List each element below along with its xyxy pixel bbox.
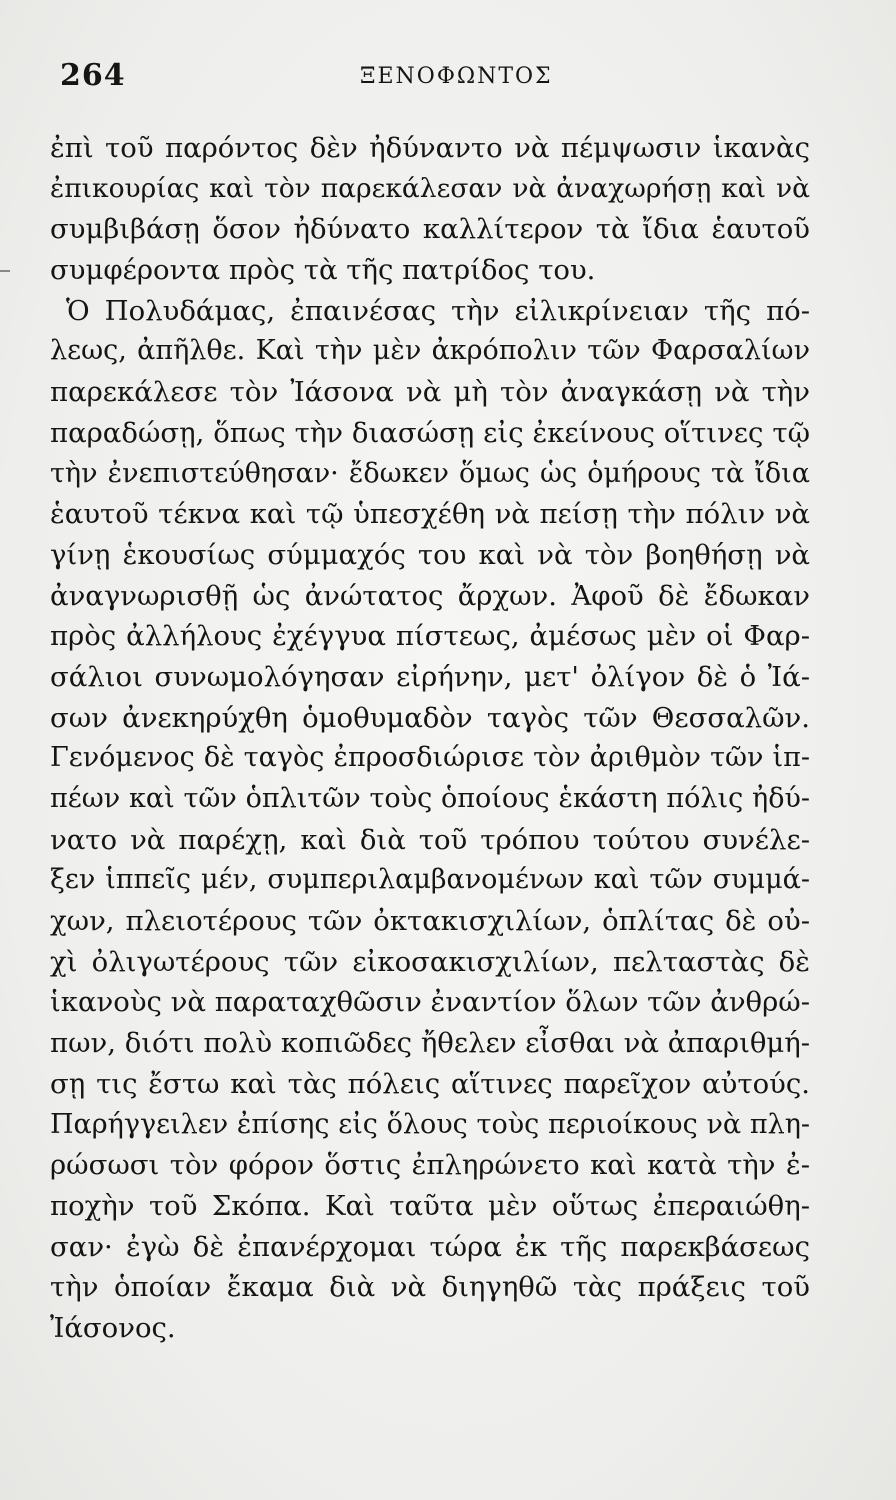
text-line: τὴν ὁποίαν ἔκαμα διὰ νὰ διηγηθῶ τὰς πράξεις τοῦ	[50, 1271, 810, 1304]
page-number: 264	[60, 58, 126, 93]
page-header	[60, 58, 820, 98]
text-line: συμβιβάσῃ ὅσον ἠδύνατο καλλίτερον τὰ ἴδια ἑαυτοῦ	[50, 213, 810, 246]
text-line: γίνῃ ἑκουσίως σύμμαχός του καὶ νὰ τὸν βοηθήσῃ νὰ	[50, 538, 810, 571]
text-line: Γενόμενος δὲ ταγὸς ἐπροσδιώρισε τὸν ἀριθμὸν τῶν ἱπ-	[50, 742, 810, 774]
text-line: παρεκάλεσε τὸν Ἰάσονα νὰ μὴ τὸν ἀναγκάσῃ νὰ τὴν	[50, 376, 810, 409]
text-line: σων ἀνεκηρύχθη ὁμοθυμαδὸν ταγὸς τῶν Θεσσαλῶν.	[50, 701, 810, 734]
text-line: ἀναγνωρισθῇ ὡς ἀνώτατος ἄρχων. Ἀφοῦ δὲ ἔδωκαν	[50, 579, 810, 612]
text-line: λεως, ἀπῆλθε. Καὶ τὴν μὲν ἀκρόπολιν τῶν Φαρσαλίων	[50, 335, 810, 367]
text-line: σάλιοι συνωμολόγησαν εἰρήνην, μετ' ὀλίγον δὲ ὁ Ἰά-	[50, 660, 810, 693]
text-line: Παρήγγειλεν ἐπίσης εἰς ὅλους τοὺς περιοίκους νὰ πλη-	[50, 1108, 810, 1140]
paragraph-start-line: Ὁ Πολυδάμας, ἐπαινέσας τὴν εἰλικρίνειαν τῆς πό-	[66, 294, 810, 327]
text-line: συμφέροντα πρὸς τὰ τῆς πατρίδος του.	[50, 254, 596, 287]
text-line: ἱκανοὺς νὰ παραταχθῶσιν ἐναντίον ὅλων τῶν ἀνθρώ-	[50, 986, 810, 1019]
text-line: χων, πλειοτέρους τῶν ὀκτακισχιλίων, ὁπλίτας δὲ οὐ-	[50, 905, 810, 938]
text-line: σῃ τις ἔστω καὶ τὰς πόλεις αἵτινες παρεῖχον αὐτούς.	[50, 1067, 810, 1100]
text-line: ποχὴν τοῦ Σκόπα. Καὶ ταῦτα μὲν οὕτως ἐπεραιώθη-	[50, 1189, 810, 1222]
text-line: ρώσωσι τὸν φόρον ὅστις ἐπληρώνετο καὶ κατὰ τὴν ἐ-	[50, 1149, 810, 1182]
text-line: πρὸς ἀλλήλους ἐχέγγυα πίστεως, ἀμέσως μὲν οἱ Φαρ-	[50, 620, 810, 653]
running-title: ΞΕΝΟΦΩΝΤΟΣ	[360, 64, 553, 89]
text-line: πέων καὶ τῶν ὁπλιτῶν τοὺς ὁποίους ἑκάστη πόλις ἠδύ-	[50, 783, 810, 814]
page-edge-mark	[0, 270, 10, 272]
text-line: ἑαυτοῦ τέκνα καὶ τῷ ὑπεσχέθη νὰ πείσῃ τὴν πόλιν νὰ	[50, 498, 810, 531]
text-line: σαν· ἐγὼ δὲ ἐπανέρχομαι τώρα ἐκ τῆς παρεκβάσεως	[50, 1230, 810, 1263]
text-line: Ἰάσονος.	[50, 1311, 176, 1344]
text-line: πων, διότι πολὺ κοπιῶδες ἤθελεν εἶσθαι νὰ ἀπαριθμή-	[50, 1027, 811, 1060]
body-text	[50, 128, 810, 1349]
text-line: χὶ ὀλιγωτέρους τῶν εἰκοσακισχιλίων, πελταστὰς δὲ	[50, 945, 810, 978]
text-line: ἐπικουρίας καὶ τὸν παρεκάλεσαν νὰ ἀναχωρήσῃ καὶ νὰ	[50, 172, 810, 204]
text-line: τὴν ἐνεπιστεύθησαν· ἔδωκεν ὅμως ὡς ὁμήρους τὰ ἴδια	[50, 457, 810, 489]
text-line: ἐπὶ τοῦ παρόντος δὲν ἠδύναντο νὰ πέμψωσιν ἱκανὰς	[50, 132, 810, 164]
text-line: νατο νὰ παρέχῃ, καὶ διὰ τοῦ τρόπου τούτου συνέλε-	[50, 823, 810, 856]
text-line: ξεν ἱππεῖς μέν, συμπεριλαμβανομένων καὶ τῶν συμμά-	[50, 864, 810, 896]
text-line: παραδώσῃ, ὅπως τὴν διασώσῃ εἰς ἐκείνους οἵτινες τῷ	[50, 416, 810, 449]
